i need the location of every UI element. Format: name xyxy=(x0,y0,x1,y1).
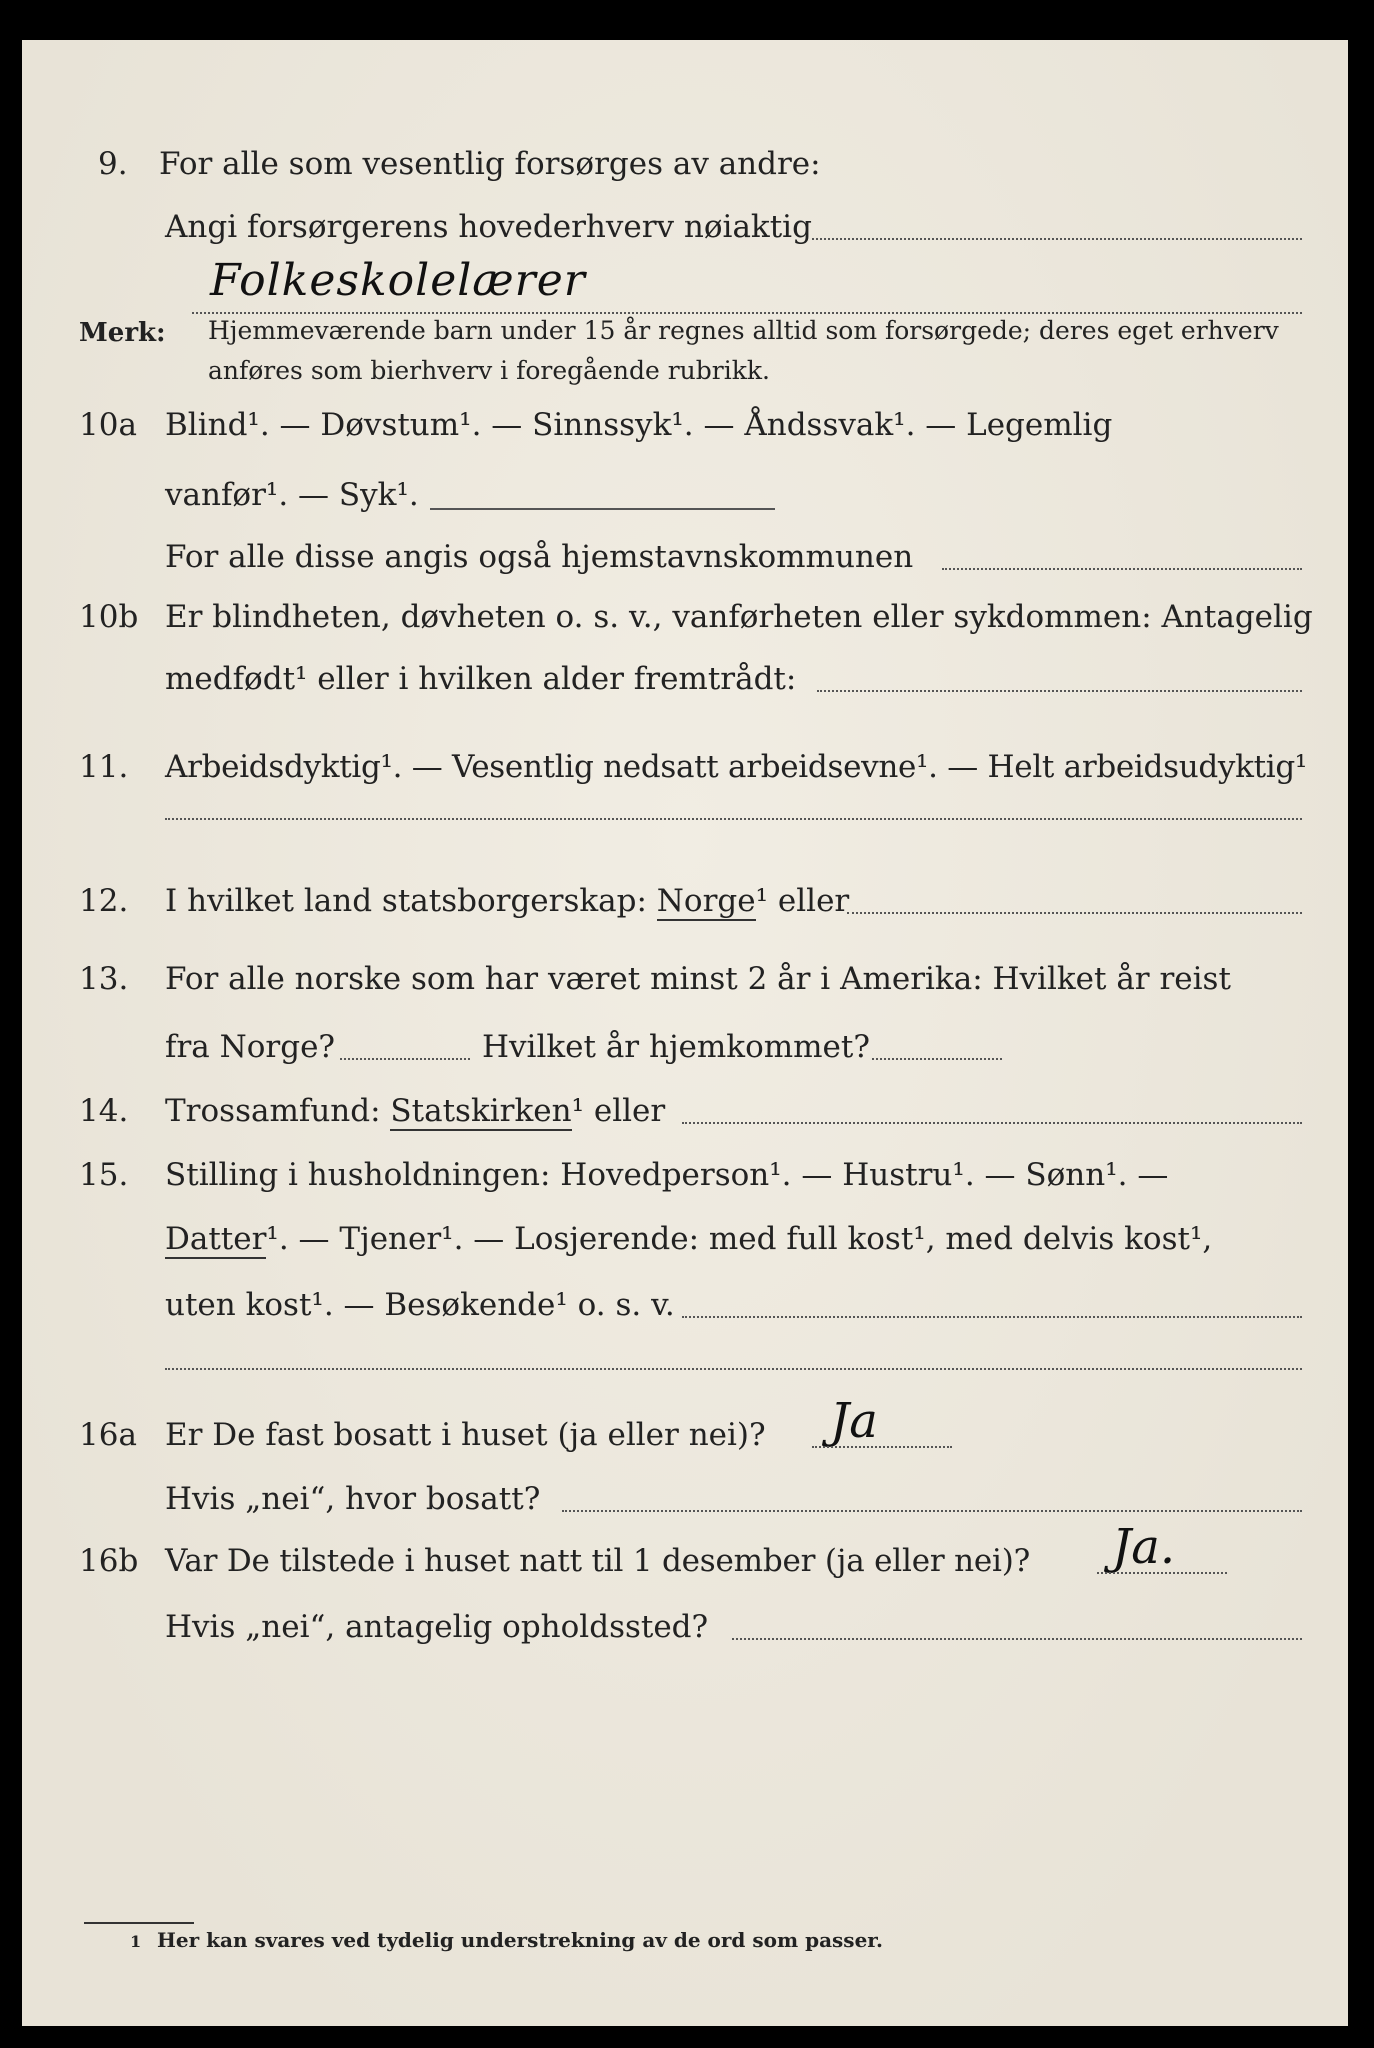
q11-text-1: Arbeidsdyktig¹. — Vesentlig nedsatt arbeidsevne¹. — Helt arbeidsudyktig¹ xyxy=(165,749,1308,785)
q10a-number: 10a xyxy=(79,407,137,443)
q16b-text-1: Var De tilstede i huset natt til 1 desember (ja eller nei)? xyxy=(165,1543,1031,1579)
q10b-text-2: medfødt¹ eller i hvilken alder fremtrådt: xyxy=(165,661,797,697)
q11-fill-line[interactable] xyxy=(165,818,1302,820)
q12-fill-line[interactable] xyxy=(847,912,1302,914)
q13-number: 13. xyxy=(79,961,129,997)
q10a-text-3: For alle disse angis også hjemstavnskommunen xyxy=(165,539,914,575)
q12-norge-option[interactable]: Norge xyxy=(656,883,756,919)
q12-text-post: ¹ eller xyxy=(755,883,850,919)
q9-text-1: For alle som vesentlig forsørges av andre: xyxy=(159,146,821,182)
q14-text-post: ¹ eller xyxy=(571,1093,666,1129)
q16b-answer[interactable]: Ja. xyxy=(1112,1519,1176,1575)
q15-text-1: Stilling i husholdningen: Hovedperson¹. — Hustru¹. — Sønn¹. — xyxy=(165,1157,1169,1193)
q13-fill-line-1[interactable] xyxy=(340,1058,470,1060)
q9-number: 9. xyxy=(98,146,128,182)
footnote-mark: 1 xyxy=(130,1932,142,1951)
q15-text-2-rest: ¹. — Tjener¹. — Losjerende: med full kost¹, med delvis kost¹, xyxy=(266,1221,1213,1257)
footnote-text: Her kan svares ved tydelig understrekning av de ord som passer. xyxy=(157,1928,883,1952)
q12-number: 12. xyxy=(79,883,129,919)
q10b-fill-line[interactable] xyxy=(817,690,1302,692)
q16b-text-2: Hvis „nei“, antagelig opholdssted? xyxy=(165,1609,709,1645)
census-form-page xyxy=(22,40,1348,2026)
q16b-fill-line-2[interactable] xyxy=(732,1638,1302,1640)
q16a-text-1: Er De fast bosatt i huset (ja eller nei)? xyxy=(165,1417,766,1453)
q13-fill-line-2[interactable] xyxy=(872,1058,1002,1060)
q9-answer[interactable]: Folkeskolelærer xyxy=(210,255,586,306)
q10a-text-2: vanfør¹. — Syk¹. xyxy=(165,477,419,513)
q10b-number: 10b xyxy=(79,599,139,635)
q14-statskirken-option[interactable]: Statskirken xyxy=(390,1093,572,1129)
q9-fill-line-1[interactable] xyxy=(812,238,1302,240)
q14-text xyxy=(165,1092,665,1130)
q14-number: 14. xyxy=(79,1093,129,1129)
q15-text-2 xyxy=(165,1220,1212,1258)
q15-text-3: uten kost¹. — Besøkende¹ o. s. v. xyxy=(165,1287,675,1323)
q16a-number: 16a xyxy=(79,1417,137,1453)
q12-text xyxy=(165,882,849,920)
q15-fill-line-2[interactable] xyxy=(165,1368,1302,1370)
q10a-fill-line-2[interactable] xyxy=(942,568,1302,570)
q15-datter-option[interactable]: Datter xyxy=(165,1221,267,1257)
q9-answer-row xyxy=(22,255,1348,320)
q14-text-pre: Trossamfund: xyxy=(165,1093,381,1129)
q16a-answer[interactable]: Ja xyxy=(830,1393,878,1449)
q10a-text-1: Blind¹. — Døvstum¹. — Sinnssyk¹. — Åndssvak¹. — Legemlig xyxy=(165,407,1113,443)
merk-text-2: anføres som bierhverv i foregående rubrikk. xyxy=(208,356,770,385)
q10b-text-1: Er blindheten, døvheten o. s. v., vanførheten eller sykdommen: Antagelig xyxy=(165,599,1313,635)
q10a-fill-line-1[interactable] xyxy=(430,508,775,510)
merk-text-1: Hjemmeværende barn under 15 år regnes alltid som forsørgede; deres eget erhverv xyxy=(208,316,1279,345)
q9-text-2: Angi forsørgerens hovederhverv nøiaktig xyxy=(165,209,812,245)
q16b-number: 16b xyxy=(79,1543,139,1579)
q16b-fill-line-1 xyxy=(1097,1572,1227,1574)
q12-text-pre: I hvilket land statsborgerskap: xyxy=(165,883,647,919)
q11-answer-row xyxy=(22,808,1348,828)
footnote-rule xyxy=(84,1922,194,1924)
q15-fill-line-1[interactable] xyxy=(682,1316,1302,1318)
q15-number: 15. xyxy=(79,1157,129,1193)
q13-text-2a: fra Norge? xyxy=(165,1029,336,1065)
q16a-text-2: Hvis „nei“, hvor bosatt? xyxy=(165,1481,541,1517)
q16a-fill-line-1 xyxy=(812,1446,952,1448)
q16a-fill-line-2[interactable] xyxy=(562,1510,1302,1512)
merk-label: Merk: xyxy=(79,318,166,348)
q13-text-1: For alle norske som har været minst 2 år i Amerika: Hvilket år reist xyxy=(165,961,1231,997)
q15-answer-row xyxy=(22,1358,1348,1378)
q11-number: 11. xyxy=(79,749,129,785)
q13-text-2b: Hvilket år hjemkommet? xyxy=(482,1029,870,1065)
q14-fill-line[interactable] xyxy=(682,1122,1302,1124)
